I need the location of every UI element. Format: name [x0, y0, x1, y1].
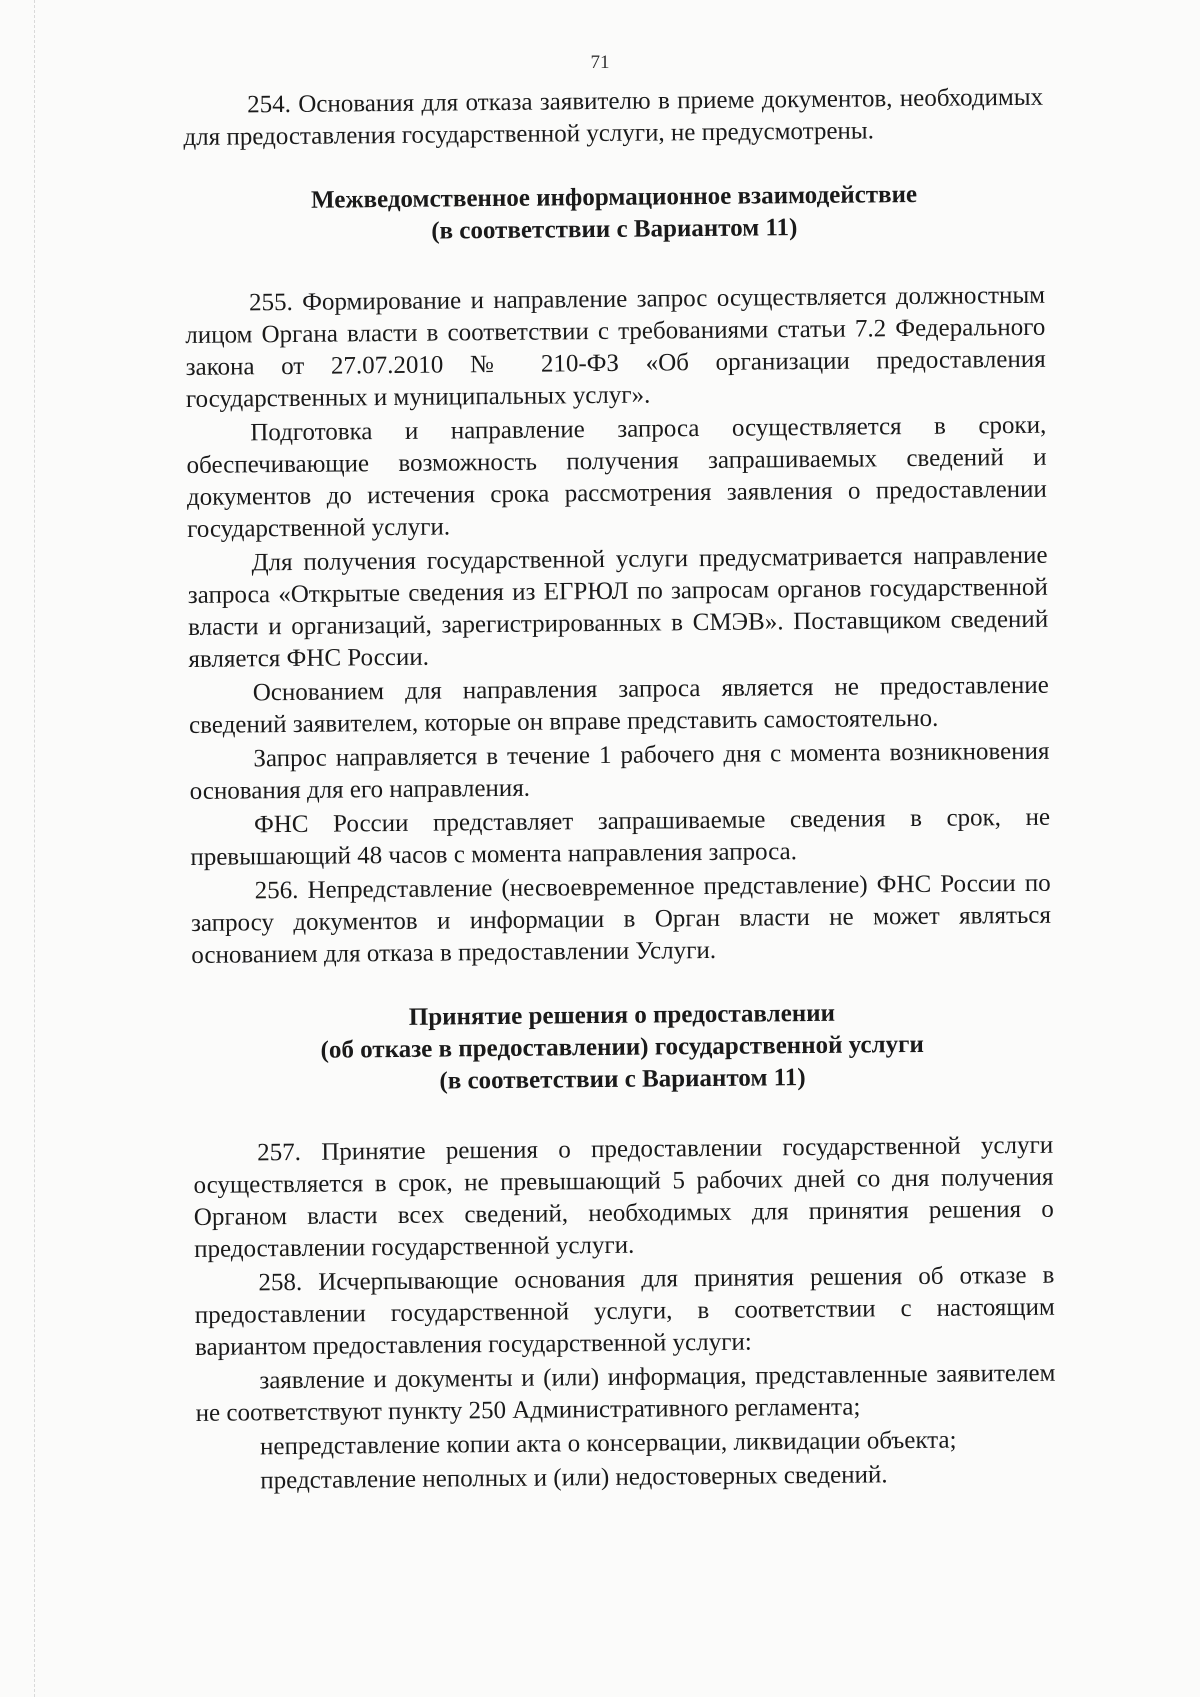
heading-line: (в соответствии с Вариантом 11)	[439, 1064, 806, 1095]
paragraph-request-basis: Основанием для направления запроса является не предоставление сведений заявителем, которые он вправе представить самостоятельно.	[188, 671, 1049, 739]
document-body	[183, 82, 1056, 1500]
paragraph-fns-response: ФНС России представляет запрашиваемые сведения в срок, не превышающий 48 часов с момента направления запроса.	[190, 803, 1051, 871]
heading-line: (об отказе в предоставлении) государственной услуги	[320, 1030, 924, 1064]
section-heading-decision	[192, 996, 1053, 1100]
paragraph-256: 256. Непредставление (несвоевременное представление) ФНС России по запросу документов и информации в Орган власти не может являться основанием для отказа в предоставлении Услуги.	[190, 869, 1052, 969]
page-number: 71	[590, 52, 610, 73]
section-heading-interagency	[184, 178, 1045, 250]
heading-line: (в соответствии с Вариантом 11)	[431, 214, 798, 245]
paragraph-255: 255. Формирование и направление запрос осуществляется должностным лицом Органа власти в соответствии с требованиями статьи 7.2 Федерального закона от 27.07.2010 № 210-ФЗ «Об организации предоставления государственных и муниципальных услуг».	[185, 281, 1046, 413]
list-item-mismatch: заявление и документы и (или) информация, представленные заявителем не соответствуют пункту 250 Административного регламента;	[195, 1359, 1056, 1427]
paragraph-preparation: Подготовка и направление запроса осуществляется в сроки, обеспечивающие возможность получения запрашиваемых сведений и документов до истечения срока рассмотрения заявления о предоставлении государственной услуги.	[186, 411, 1048, 543]
heading-line: Межведомственное информационное взаимодействие	[310, 180, 918, 214]
paragraph-257: 257. Принятие решения о предоставлении государственной услуги осуществляется в срок, не превышающий 5 рабочих дней со дня получения Органом власти всех сведений, необходимых для принятия решения о предоставлении государственной услуги.	[193, 1131, 1054, 1263]
paragraph-254: 254. Основания для отказа заявителю в приеме документов, необходимых для предоставления государственной услуги, не предусмотрены.	[183, 83, 1044, 151]
list-item-no-act-copy: непредставление копии акта о консервации, ликвидации объекта;	[259, 1426, 957, 1461]
paragraph-258: 258. Исчерпывающие основания для принятия решения об отказе в предоставлении государственной услуги, в соответствии с настоящим вариантом предоставления государственной услуги:	[194, 1261, 1055, 1361]
paragraph-egrul-request: Для получения государственной услуги предусматривается направление запроса «Открытые сведения из ЕГРЮЛ по запросам органов государственной власти и организаций, зарегистрированных в СМЭВ». Поставщиком сведений является ФНС России.	[187, 541, 1049, 673]
scan-edge-line	[34, 0, 35, 1697]
heading-line: Принятие решения о предоставлении	[408, 999, 836, 1031]
list-item-incomplete-data: представление неполных и (или) недостоверных сведений.	[260, 1461, 888, 1495]
paragraph-request-timing: Запрос направляется в течение 1 рабочего дня с момента возникновения основания для его направления.	[189, 737, 1050, 805]
